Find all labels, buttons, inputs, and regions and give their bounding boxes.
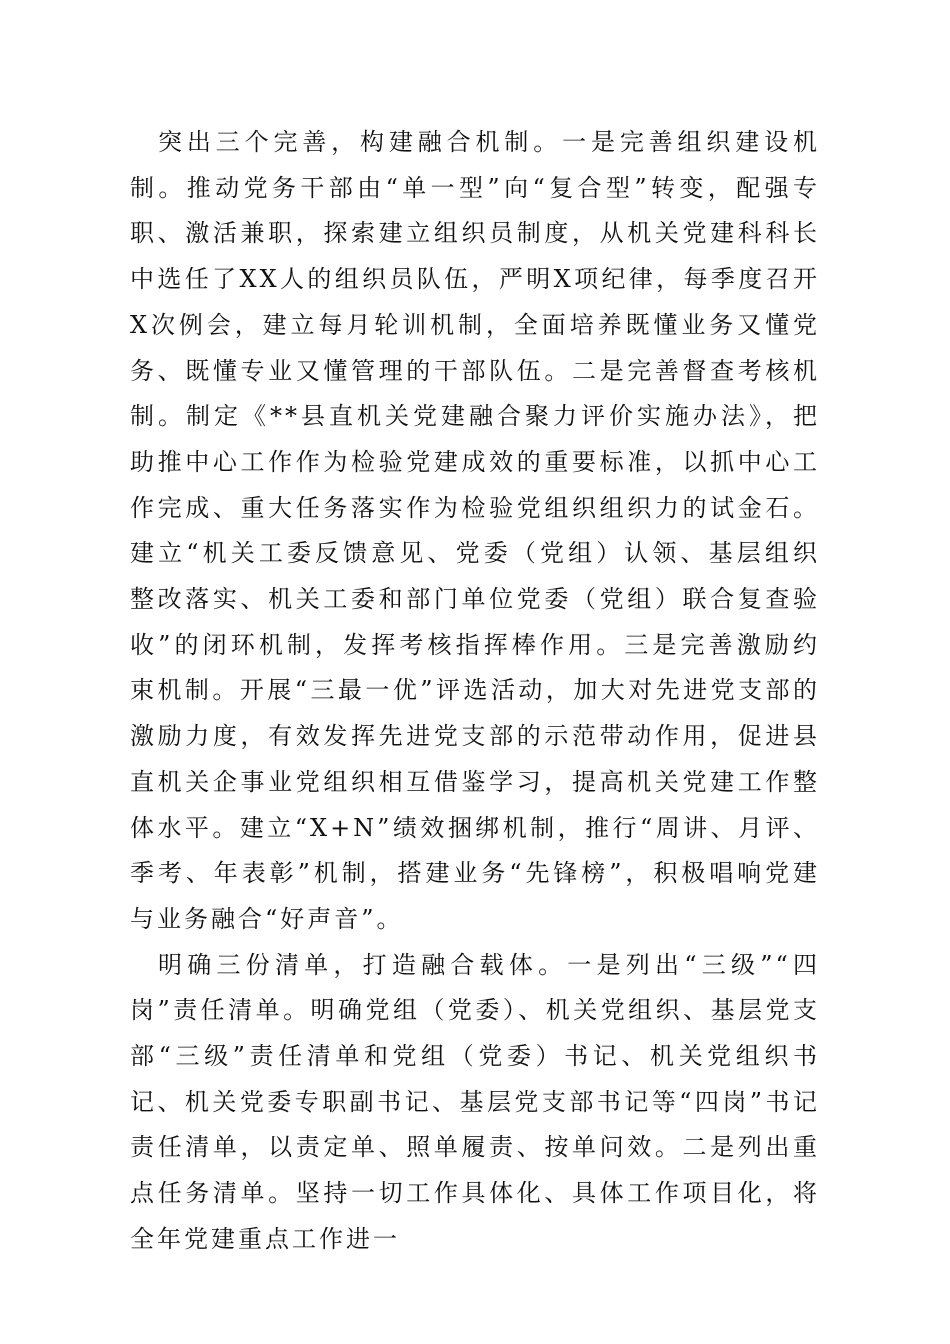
document-body	[130, 120, 820, 1263]
paragraph-1: 突出三个完善，构建融合机制。一是完善组织建设机制。推动党务干部由“单一型”向“复合型”转变，配强专职、激活兼职，探索建立组织员制度，从机关党建科科长中选任了XX人的组织员队伍，严明X项纪律，每季度召开X次例会，建立每月轮训机制，全面培养既懂业务又懂党务、既懂专业又懂管理的干部队伍。二是完善督查考核机制。制定《**县直机关党建融合聚力评价实施办法》，把助推中心工作作为检验党建成效的重要标准，以抓中心工作完成、重大任务落实作为检验党组织组织力的试金石。建立“机关工委反馈意见、党委（党组）认领、基层组织整改落实、机关工委和部门单位党委（党组）联合复查验收”的闭环机制，发挥考核指挥棒作用。三是完善激励约束机制。开展“三最一优”评选活动，加大对先进党支部的激励力度，有效发挥先进党支部的示范带动作用，促进县直机关企事业党组织相互借鉴学习，提高机关党建工作整体水平。建立“X+N”绩效捆绑机制，推行“周讲、月评、季考、年表彰”机制，搭建业务“先锋榜”，积极唱响党建与业务融合“好声音”。	[130, 128, 820, 933]
paragraph-2: 明确三份清单，打造融合载体。一是列出“三级”“四岗”责任清单。明确党组（党委）、机关党组织、基层党支部“三级”责任清单和党组（党委）书记、机关党组织书记、机关党委专职副书记、基层党支部书记等“四岗”书记责任清单，以责定单、照单履责、按单问效。二是列出重点任务清单。坚持一切工作具体化、具体工作项目化，将全年党建重点工作进一	[130, 950, 820, 1253]
